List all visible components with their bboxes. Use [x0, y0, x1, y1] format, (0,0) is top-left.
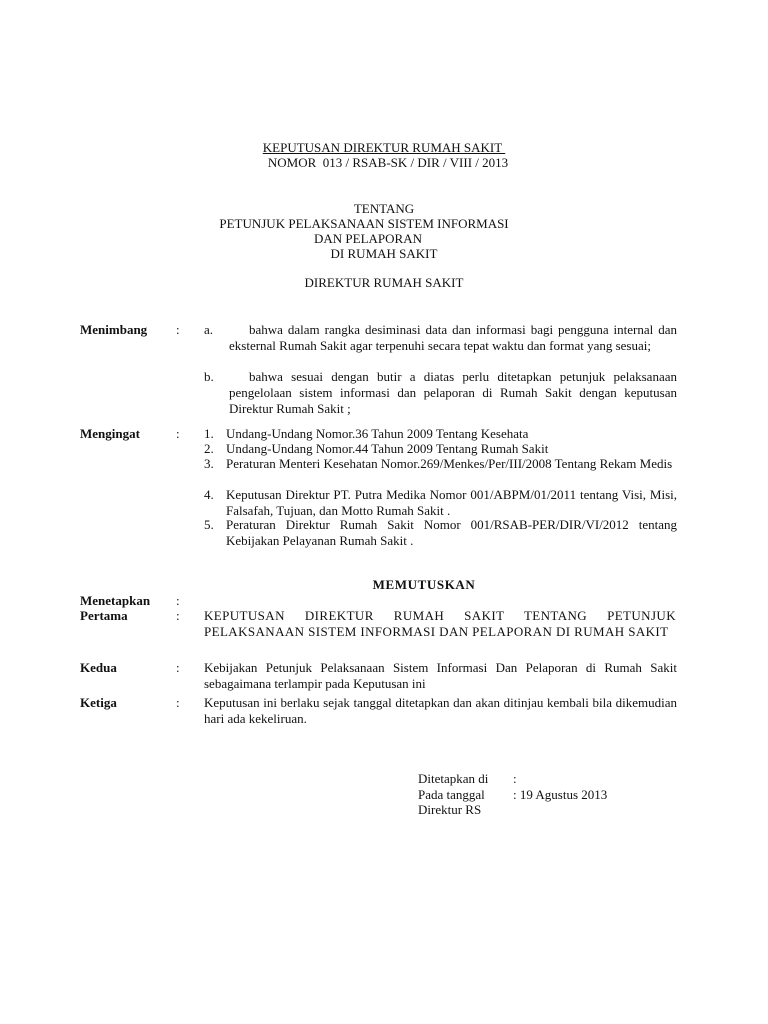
tanggal-value: : 19 Agustus 2013: [513, 787, 608, 802]
mengingat-label: Mengingat: [80, 426, 140, 441]
pertama-colon: :: [176, 608, 180, 623]
menimbang-item-a: bahwa dalam rangka desiminasi data dan informasi bagi pengguna internal dan eksternal Rumah Sakit agar terpenuhi secara tepat waktu dan format yang sesuai;: [229, 322, 677, 353]
menetapkan-colon: :: [176, 593, 180, 608]
mengingat-item-1-mark: 1.: [204, 426, 214, 441]
ketiga-colon: :: [176, 695, 180, 710]
memutuskan-heading: MEMUTUSKAN: [372, 577, 476, 592]
subject-line-3: DI RUMAH SAKIT: [330, 246, 438, 261]
kedua-text: Kebijakan Petunjuk Pelaksanaan Sistem Informasi Dan Pelaporan di Rumah Sakit sebagaimana terlampir pada Keputusan ini: [204, 660, 677, 691]
mengingat-item-2-mark: 2.: [204, 441, 214, 456]
tanggal-label: Pada tanggal: [418, 787, 485, 802]
menimbang-colon: :: [176, 322, 180, 337]
menimbang-item-b: bahwa sesuai dengan butir a diatas perlu ditetapkan petunjuk pelaksanaan pengelolaan sistem informasi dan pelaporan di Rumah Sakit dengan keputusan Direktur Rumah Sakit ;: [229, 369, 677, 416]
mengingat-item-4: Keputusan Direktur PT. Putra Medika Nomor 001/ABPM/01/2011 tentang Visi, Misi, Falsafah, Tujuan, dan Motto Rumah Sakit .: [226, 487, 677, 518]
mengingat-item-3-mark: 3.: [204, 456, 214, 471]
document-number: NOMOR 013 / RSAB-SK / DIR / VIII / 2013: [267, 155, 509, 170]
mengingat-item-3: Peraturan Menteri Kesehatan Nomor.269/Menkes/Per/III/2008 Tentang Rekam Medis: [226, 456, 673, 471]
pertama-label: Pertama: [80, 608, 128, 623]
ketiga-text: Keputusan ini berlaku sejak tanggal ditetapkan dan akan ditinjau kembali bila dikemudian hari ada kekeliruan.: [204, 695, 677, 726]
pertama-text: KEPUTUSAN DIREKTUR RUMAH SAKIT TENTANG PETUNJUK PELAKSANAAN SISTEM INFORMASI DAN PELAPORAN DI RUMAH SAKIT: [204, 608, 676, 639]
issuer-heading: DIREKTUR RUMAH SAKIT: [304, 275, 464, 290]
mengingat-item-4-mark: 4.: [204, 487, 214, 502]
subject-line-2: DAN PELAPORAN: [314, 231, 422, 246]
kedua-label: Kedua: [80, 660, 117, 675]
menimbang-item-b-mark: b.: [204, 369, 214, 384]
signatory-position: Direktur RS: [418, 802, 482, 817]
ketiga-label: Ketiga: [80, 695, 117, 710]
ditetapkan-value: :: [513, 771, 517, 786]
kedua-colon: :: [176, 660, 180, 675]
tentang-heading: TENTANG: [353, 201, 415, 216]
mengingat-item-5-mark: 5.: [204, 517, 214, 532]
ditetapkan-label: Ditetapkan di: [418, 771, 489, 786]
menetapkan-label: Menetapkan: [80, 593, 151, 608]
mengingat-item-2: Undang-Undang Nomor.44 Tahun 2009 Tentang Rumah Sakit: [226, 441, 549, 456]
subject-line-1: PETUNJUK PELAKSANAAN SISTEM INFORMASI: [219, 216, 509, 231]
mengingat-item-1: Undang-Undang Nomor.36 Tahun 2009 Tentang Kesehata: [226, 426, 529, 441]
document-title: KEPUTUSAN DIREKTUR RUMAH SAKIT: [262, 140, 506, 155]
menimbang-label: Menimbang: [80, 322, 148, 337]
mengingat-colon: :: [176, 426, 180, 441]
menimbang-item-a-mark: a.: [204, 322, 214, 337]
mengingat-item-5: Peraturan Direktur Rumah Sakit Nomor 001/RSAB-PER/DIR/VI/2012 tentang Kebijakan Pelayanan Rumah Sakit .: [226, 517, 677, 548]
